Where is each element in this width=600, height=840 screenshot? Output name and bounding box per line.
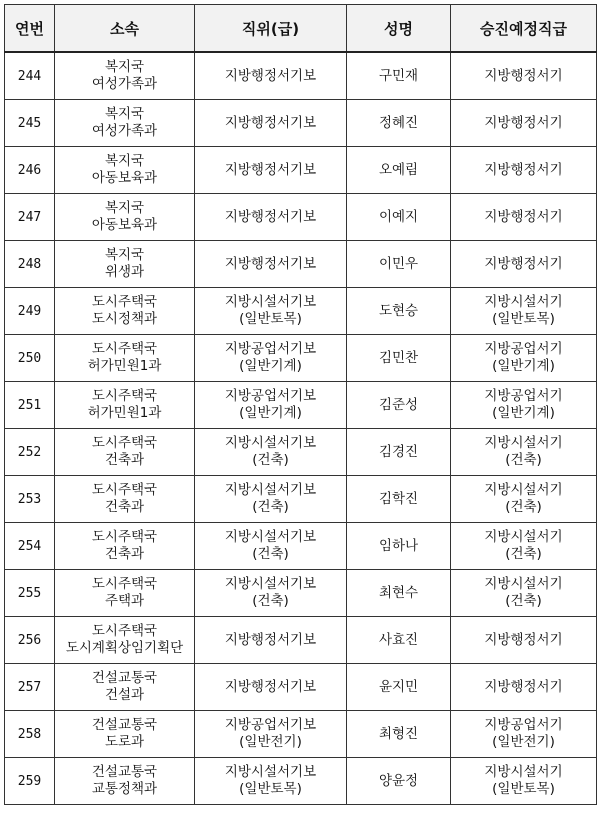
cell-dept	[55, 288, 195, 335]
cell-no: 247	[5, 194, 55, 241]
cell-dept-line: 허가민원1과	[87, 405, 162, 421]
cell-dept	[55, 52, 195, 100]
cell-name: 최현수	[347, 570, 451, 617]
cell-promotion	[451, 570, 597, 617]
cell-dept-line: 위생과	[104, 264, 145, 280]
cell-dept-line: 허가민원1과	[87, 358, 162, 374]
cell-position-line: 지방행정서기보	[224, 114, 317, 131]
cell-position	[195, 335, 347, 382]
cell-position	[195, 429, 347, 476]
cell-position-line: 지방시설서기보	[224, 576, 317, 592]
table-row	[5, 335, 597, 382]
cell-dept-line: 도시주택국	[91, 294, 158, 310]
cell-dept-line: 도시주택국	[91, 341, 158, 357]
table-row	[5, 523, 597, 570]
cell-position-line: (일반전기)	[239, 734, 302, 750]
promotion-list-sheet	[4, 4, 596, 805]
cell-dept	[55, 758, 195, 805]
cell-promotion	[451, 335, 597, 382]
cell-promotion	[451, 194, 597, 241]
cell-position-line: 지방시설서기보	[224, 529, 317, 545]
cell-name: 구민재	[347, 52, 451, 100]
cell-name: 김민찬	[347, 335, 451, 382]
cell-dept-line: 도시정책과	[91, 311, 158, 327]
cell-promotion-line: 지방공업서기	[484, 388, 563, 404]
cell-name: 도현승	[347, 288, 451, 335]
cell-position	[195, 100, 347, 147]
table-row	[5, 52, 597, 100]
cell-position	[195, 194, 347, 241]
cell-position-line: (일반기계)	[239, 405, 302, 421]
cell-position	[195, 241, 347, 288]
cell-promotion-line: (일반기계)	[492, 358, 555, 374]
cell-name: 임하나	[347, 523, 451, 570]
cell-promotion-line: 지방행정서기	[484, 255, 563, 272]
cell-promotion	[451, 241, 597, 288]
cell-dept-line: 도시주택국	[91, 576, 158, 592]
header-promotion: 승진예정직급	[451, 5, 597, 53]
cell-no: 246	[5, 147, 55, 194]
cell-promotion-line: 지방시설서기	[484, 482, 563, 498]
cell-dept-line: 아동보육과	[91, 170, 158, 186]
table-row	[5, 194, 597, 241]
cell-promotion-line: 지방시설서기	[484, 764, 563, 780]
cell-promotion-line: 지방시설서기	[484, 294, 563, 310]
cell-position-line: 지방행정서기보	[224, 67, 317, 84]
cell-position	[195, 617, 347, 664]
cell-position-line: 지방공업서기보	[224, 341, 317, 357]
cell-position-line: 지방행정서기보	[224, 255, 317, 272]
cell-dept	[55, 335, 195, 382]
cell-dept	[55, 241, 195, 288]
table-row	[5, 147, 597, 194]
cell-promotion-line: (건축)	[505, 499, 542, 515]
cell-position-line: (건축)	[252, 452, 289, 468]
table-row	[5, 288, 597, 335]
cell-dept-line: 건축과	[104, 546, 145, 562]
cell-dept-line: 건축과	[104, 499, 145, 515]
cell-promotion	[451, 758, 597, 805]
cell-dept-line: 복지국	[104, 153, 145, 169]
cell-position	[195, 570, 347, 617]
cell-position	[195, 147, 347, 194]
cell-dept	[55, 711, 195, 758]
cell-dept-line: 건축과	[104, 452, 145, 468]
cell-name: 윤지민	[347, 664, 451, 711]
cell-position-line: 지방행정서기보	[224, 678, 317, 695]
cell-no: 251	[5, 382, 55, 429]
cell-position	[195, 382, 347, 429]
table-row	[5, 100, 597, 147]
header-position: 직위(급)	[195, 5, 347, 53]
header-row	[5, 5, 597, 53]
cell-position-line: 지방시설서기보	[224, 435, 317, 451]
cell-dept-line: 교통정책과	[91, 781, 158, 797]
cell-dept-line: 건설교통국	[91, 764, 158, 780]
cell-promotion	[451, 664, 597, 711]
cell-promotion-line: 지방행정서기	[484, 208, 563, 225]
cell-dept-line: 복지국	[104, 59, 145, 75]
cell-position-line: 지방시설서기보	[224, 294, 317, 310]
cell-dept-line: 도시주택국	[91, 435, 158, 451]
cell-position	[195, 664, 347, 711]
cell-promotion-line: 지방시설서기	[484, 529, 563, 545]
cell-promotion-line: (일반토목)	[492, 311, 555, 327]
table-row	[5, 429, 597, 476]
cell-promotion-line: 지방행정서기	[484, 67, 563, 84]
cell-no: 256	[5, 617, 55, 664]
cell-no: 248	[5, 241, 55, 288]
cell-position-line: (건축)	[252, 593, 289, 609]
cell-dept	[55, 664, 195, 711]
cell-dept-line: 여성가족과	[91, 76, 158, 92]
table-row	[5, 241, 597, 288]
cell-no: 254	[5, 523, 55, 570]
cell-position-line: (일반토목)	[239, 781, 302, 797]
cell-position-line: (일반토목)	[239, 311, 302, 327]
cell-promotion-line: (일반기계)	[492, 405, 555, 421]
cell-dept	[55, 429, 195, 476]
cell-dept-line: 건설교통국	[91, 670, 158, 686]
cell-dept-line: 도시주택국	[91, 529, 158, 545]
cell-dept-line: 여성가족과	[91, 123, 158, 139]
cell-position-line: 지방행정서기보	[224, 208, 317, 225]
cell-no: 249	[5, 288, 55, 335]
cell-position	[195, 758, 347, 805]
cell-promotion	[451, 52, 597, 100]
cell-dept	[55, 100, 195, 147]
cell-promotion-line: 지방공업서기	[484, 717, 563, 733]
table-row	[5, 570, 597, 617]
cell-no: 245	[5, 100, 55, 147]
cell-promotion	[451, 617, 597, 664]
cell-promotion	[451, 476, 597, 523]
cell-position-line: 지방시설서기보	[224, 764, 317, 780]
cell-name: 최형진	[347, 711, 451, 758]
cell-promotion-line: 지방공업서기	[484, 341, 563, 357]
cell-promotion	[451, 382, 597, 429]
cell-position-line: 지방시설서기보	[224, 482, 317, 498]
cell-no: 253	[5, 476, 55, 523]
cell-dept-line: 건설교통국	[91, 717, 158, 733]
cell-dept-line: 도시주택국	[91, 388, 158, 404]
cell-promotion-line: 지방행정서기	[484, 678, 563, 695]
cell-position	[195, 523, 347, 570]
cell-dept	[55, 382, 195, 429]
cell-promotion	[451, 288, 597, 335]
cell-dept-line: 복지국	[104, 200, 145, 216]
cell-promotion-line: 지방시설서기	[484, 576, 563, 592]
cell-dept	[55, 194, 195, 241]
cell-name: 양윤정	[347, 758, 451, 805]
cell-no: 259	[5, 758, 55, 805]
cell-dept-line: 도시계획상임기획단	[65, 640, 184, 656]
cell-dept	[55, 570, 195, 617]
cell-dept-line: 건설과	[104, 687, 145, 703]
cell-name: 김준성	[347, 382, 451, 429]
cell-position	[195, 476, 347, 523]
cell-name: 이민우	[347, 241, 451, 288]
cell-no: 258	[5, 711, 55, 758]
cell-name: 정혜진	[347, 100, 451, 147]
cell-position-line: 지방행정서기보	[224, 631, 317, 648]
cell-dept-line: 주택과	[104, 593, 145, 609]
cell-name: 김경진	[347, 429, 451, 476]
cell-position	[195, 288, 347, 335]
cell-promotion-line: 지방행정서기	[484, 631, 563, 648]
header-dept: 소속	[55, 5, 195, 53]
table-row	[5, 664, 597, 711]
cell-dept	[55, 147, 195, 194]
cell-no: 244	[5, 52, 55, 100]
cell-dept-line: 도로과	[104, 734, 145, 750]
promotion-table	[4, 4, 597, 805]
cell-promotion	[451, 147, 597, 194]
cell-dept-line: 도시주택국	[91, 482, 158, 498]
cell-position-line: (건축)	[252, 546, 289, 562]
cell-promotion-line: (건축)	[505, 546, 542, 562]
cell-position-line: 지방행정서기보	[224, 161, 317, 178]
cell-dept	[55, 523, 195, 570]
cell-promotion-line: (건축)	[505, 593, 542, 609]
cell-position-line: 지방공업서기보	[224, 717, 317, 733]
cell-dept	[55, 476, 195, 523]
cell-promotion	[451, 523, 597, 570]
cell-name: 사효진	[347, 617, 451, 664]
cell-no: 252	[5, 429, 55, 476]
cell-promotion-line: (일반토목)	[492, 781, 555, 797]
header-name: 성명	[347, 5, 451, 53]
cell-position-line: (건축)	[252, 499, 289, 515]
table-body	[5, 52, 597, 805]
header-no: 연번	[5, 5, 55, 53]
table-row	[5, 711, 597, 758]
cell-promotion-line: 지방행정서기	[484, 114, 563, 131]
cell-promotion-line: (건축)	[505, 452, 542, 468]
table-row	[5, 617, 597, 664]
cell-position	[195, 52, 347, 100]
cell-name: 오예림	[347, 147, 451, 194]
cell-promotion-line: 지방행정서기	[484, 161, 563, 178]
cell-promotion	[451, 429, 597, 476]
cell-position-line: 지방공업서기보	[224, 388, 317, 404]
cell-dept-line: 복지국	[104, 247, 145, 263]
cell-dept-line: 아동보육과	[91, 217, 158, 233]
cell-name: 이예지	[347, 194, 451, 241]
table-row	[5, 382, 597, 429]
cell-no: 257	[5, 664, 55, 711]
cell-promotion	[451, 711, 597, 758]
cell-promotion	[451, 100, 597, 147]
cell-promotion-line: (일반전기)	[492, 734, 555, 750]
cell-position-line: (일반기계)	[239, 358, 302, 374]
cell-name: 김학진	[347, 476, 451, 523]
cell-dept	[55, 617, 195, 664]
cell-dept-line: 도시주택국	[91, 623, 158, 639]
table-row	[5, 476, 597, 523]
table-row	[5, 758, 597, 805]
cell-dept-line: 복지국	[104, 106, 145, 122]
cell-promotion-line: 지방시설서기	[484, 435, 563, 451]
cell-no: 255	[5, 570, 55, 617]
cell-no: 250	[5, 335, 55, 382]
cell-position	[195, 711, 347, 758]
